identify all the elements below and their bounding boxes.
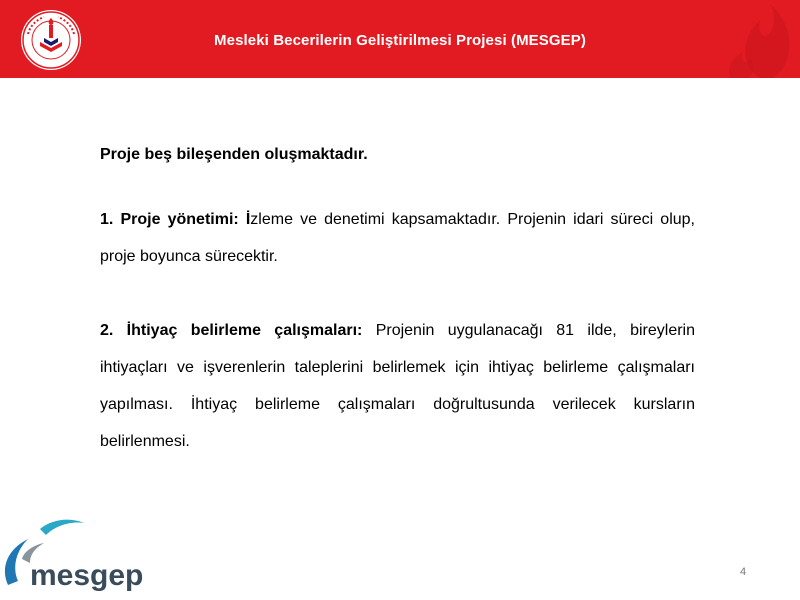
brand-name: mesgep bbox=[30, 559, 144, 592]
ministry-logo-icon bbox=[14, 8, 88, 72]
item-lead-letter: İ bbox=[245, 211, 251, 228]
mesgep-logo bbox=[0, 515, 160, 595]
page-number: 4 bbox=[740, 566, 747, 578]
intro-text: Proje beş bileşenden oluşmaktadır. bbox=[100, 146, 368, 163]
item-text: Projenin uygulanacağı 81 ilde, bireylerin ihtiyaçları ve işverenlerin taleplerini belirlemek için ihtiyaç belirleme çalışmaları yapılması. İhtiyaç belirleme çalışmaları doğrultusunda verilecek kursların belirlenmesi. bbox=[100, 322, 696, 450]
flame-decoration-icon bbox=[690, 0, 800, 78]
item-text: zleme ve denetimi kapsamaktadır. Projenin idari süreci olup, proje boyunca sürecektir. bbox=[100, 211, 696, 265]
list-item bbox=[100, 201, 695, 275]
item-heading: 2. İhtiyaç belirleme çalışmaları: bbox=[100, 322, 376, 339]
header-bar bbox=[0, 0, 800, 78]
item-heading: 1. Proje yönetimi: bbox=[100, 211, 246, 228]
list-item bbox=[100, 312, 695, 460]
slide-body bbox=[100, 146, 695, 460]
page-title: Mesleki Becerilerin Geliştirilmesi Projesi (MESGEP) bbox=[214, 32, 586, 49]
